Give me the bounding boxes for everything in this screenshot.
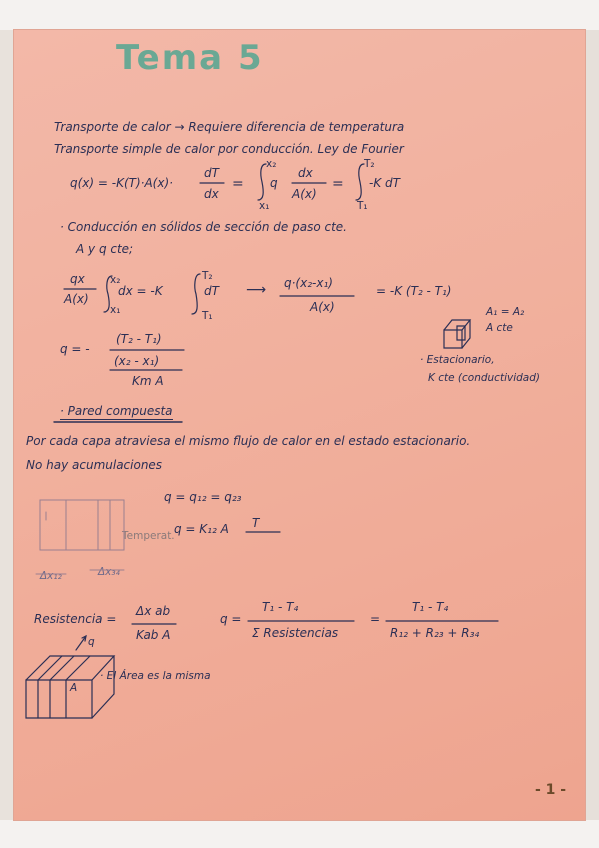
side-note-b: A cte [486,322,513,334]
eq2-frac-den: A(x) [64,292,89,306]
area-note: · El Área es la misma [100,670,211,682]
eq2-right: = -K (T₂ - T₁) [376,284,452,298]
eq3-num: (T₂ - T₁) [116,332,162,346]
page-title: Tema 5 [116,38,264,78]
eq1-int2-upper: T₂ [364,158,375,170]
eq2-mid-2: dT [204,284,219,298]
line-fourier: Transporte simple de calor por conducción. Ley de Fourier [54,142,404,156]
eq2-int2-lower: T₁ [202,310,213,322]
page-number: - 1 - [535,782,567,798]
composite-wall-sketch [36,500,124,574]
eq1-integral-1 [258,164,266,200]
eq2-frac-num: qx [70,272,85,286]
line-transport: Transporte de calor → Requiere diferencia de temperatura [54,120,405,134]
eq1-int1-lower: x₁ [259,200,270,212]
eq1-int2-lower: T₁ [357,200,368,212]
wall-outline [40,500,124,550]
eq4: q = q₁₂ = q₂₃ [164,490,242,504]
eq6-num-2: T₁ - T₄ [412,600,449,614]
box-area-letter: A [70,682,78,694]
eq2-int1-lower: x₁ [110,304,121,316]
eq1-integral-2 [356,164,364,200]
resistance-label: Resistencia = [34,612,117,626]
eq1-int1-upper: x₂ [266,158,277,170]
resistance-den: Kab A [136,628,171,642]
eq2-int2-upper: T₂ [202,270,213,282]
eq2-integral-1 [104,276,112,312]
layered-box-drawing [26,636,114,718]
page-edge-left [0,30,14,820]
line-a-q-cte: A y q cte; [76,242,134,256]
temperature-label: Temperat. [122,530,175,542]
eq3-den-1: (x₂ - x₁) [114,354,160,368]
eq2-mid-1: dx = -K [118,284,163,298]
eq3-den-2: Km A [132,374,164,388]
handwriting-strokes [14,30,585,820]
cond-estacionario: · Estacionario, [420,354,495,366]
line-conduccion: · Conducción en sólidos de sección de paso cte. [60,220,347,234]
eq1-frac-num: dT [204,166,219,180]
notebook-page [14,30,585,820]
eq2-right-den: A(x) [310,300,335,314]
eq3-left: q = - [60,342,90,356]
eq6-num: T₁ - T₄ [262,600,299,614]
side-note-a: A₁ = A₂ [486,306,525,318]
box-q-label: q [88,636,95,648]
eq2-right-num: q·(x₂-x₁) [284,276,333,290]
page-edge-right [585,30,599,820]
delta-x-12: Δx₁₂ [40,570,62,582]
eq1-equals: = [232,176,244,192]
eq2-int1-upper: x₂ [110,274,121,286]
eq1-frac-den: dx [204,187,219,201]
resistance-num: Δx ab [136,604,171,618]
delta-x-34: Δx₃₄ [98,566,120,578]
eq6-equals: = [370,612,381,626]
eq5-left: q = K₁₂ A [174,522,229,536]
eq1-int2-body: -K dT [369,176,400,190]
cond-k-cte: K cte (conductividad) [428,372,540,384]
line-por-cada-capa: Por cada capa atraviesa el mismo flujo de calor en el estado estacionario. [26,434,471,448]
eq1-int1-body: q [270,176,278,190]
eq1-frac2-num: dx [298,166,313,180]
eq1-frac2-den: A(x) [292,187,317,201]
eq2-arrow: ⟶ [246,282,267,298]
eq5-frac: T [252,516,260,530]
eq1-equals-2: = [332,176,344,192]
eq6-left: q = [220,612,242,626]
eq1-left: q(x) = -K(T)·A(x)· [70,176,173,190]
line-no-acumulaciones: No hay acumulaciones [26,458,163,472]
eq6-den: Σ Resistencias [252,626,339,640]
section-pared-compuesta: · Pared compuesta [60,404,173,418]
side-cube-front [444,330,462,348]
eq6-den-2: R₁₂ + R₂₃ + R₃₄ [390,626,480,640]
eq2-integral-2 [192,274,200,314]
